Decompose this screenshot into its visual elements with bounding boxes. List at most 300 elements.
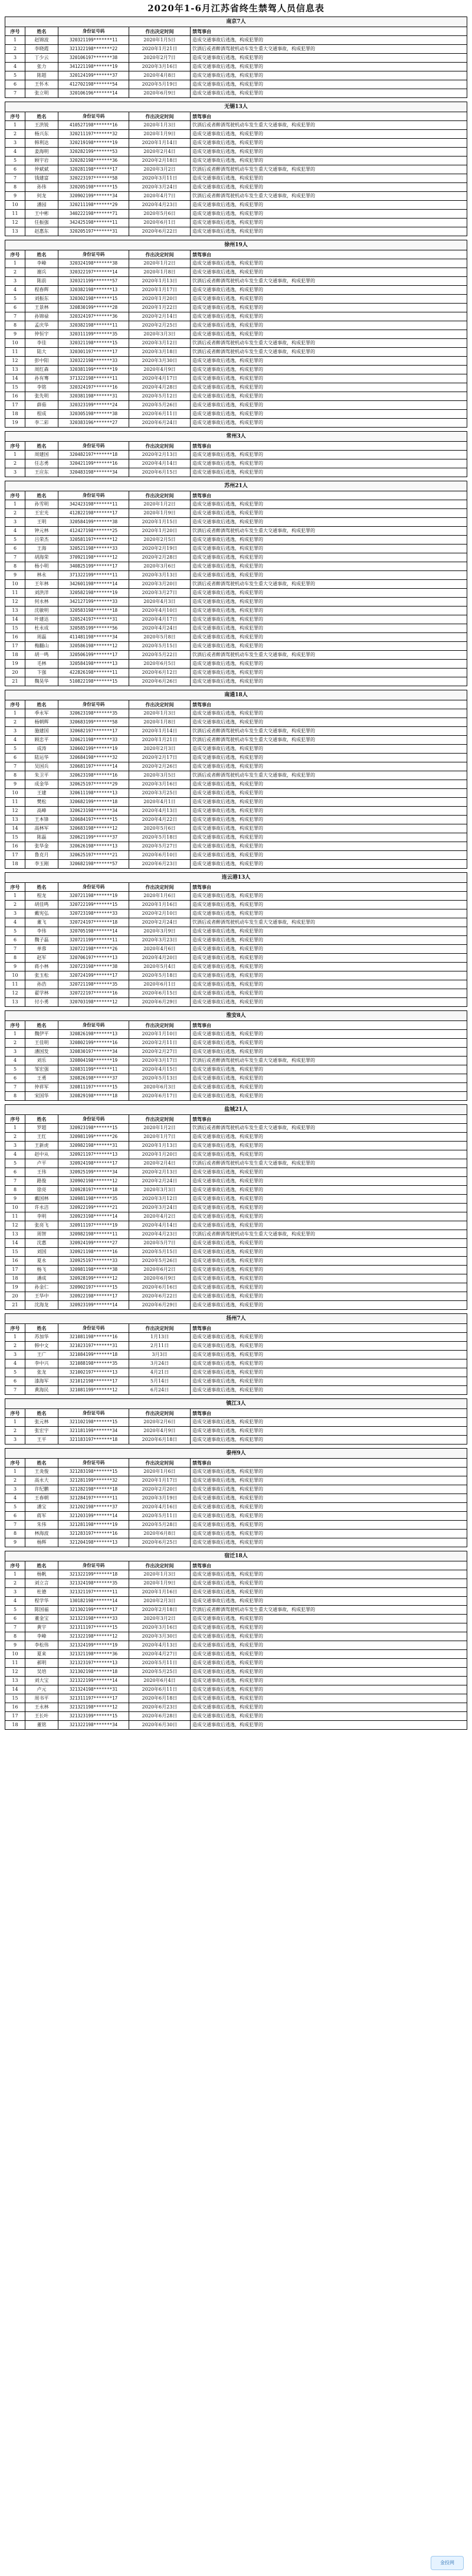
column-header: 姓名 — [25, 1324, 58, 1333]
col-reason: 造成交通事故后逃逸，构成犯罪的 — [191, 410, 467, 419]
column-header: 序号 — [5, 883, 25, 892]
col-index: 7 — [5, 553, 25, 562]
col-decision-date: 2020年2月3日 — [129, 1597, 191, 1606]
col-name: 陆运华 — [25, 754, 58, 762]
col-index: 3 — [5, 1588, 25, 1597]
table-row — [5, 1606, 467, 1615]
col-decision-date: 3月24日 — [129, 1359, 191, 1368]
col-reason: 造成交通事故后逃逸，构成犯罪的 — [191, 789, 467, 798]
table-row — [5, 1195, 467, 1204]
col-name: 董铭 — [25, 1721, 58, 1730]
col-index: 15 — [5, 624, 25, 633]
col-reason: 造成交通事故后逃逸，构成犯罪的 — [191, 227, 467, 236]
col-reason: 造成交通事故后逃逸，构成犯罪的 — [191, 1359, 467, 1368]
col-index: 10 — [5, 339, 25, 348]
col-id-number: 342425198*******11 — [58, 219, 129, 227]
col-reason: 造成交通事故后逃逸，构成犯罪的 — [191, 1168, 467, 1177]
col-id-number: 320584199*******38 — [58, 518, 129, 527]
col-reason: 饮酒后或者醉酒驾驶机动车发生重大交通事故，构成犯罪的 — [191, 1606, 467, 1615]
col-decision-date: 2020年2月13日 — [129, 451, 191, 459]
col-index: 9 — [5, 192, 25, 201]
col-index: 12 — [5, 598, 25, 606]
col-id-number: 320205197*******31 — [58, 227, 129, 236]
col-name: 赵军 — [25, 954, 58, 963]
col-index: 13 — [5, 606, 25, 615]
column-header: 姓名 — [25, 700, 58, 709]
col-reason: 造成交通事故后逃逸，构成犯罪的 — [191, 1368, 467, 1377]
col-name: 仲斌斌 — [25, 165, 58, 174]
table-row — [5, 1476, 467, 1485]
col-index: 4 — [5, 527, 25, 536]
city-heading-row — [5, 240, 467, 250]
col-decision-date: 2020年4月9日 — [129, 1427, 191, 1436]
column-header: 身份证号码 — [58, 250, 129, 259]
col-id-number: 320483198*******34 — [58, 468, 129, 477]
col-id-number: 321081199*******12 — [58, 1386, 129, 1395]
table-row — [5, 1248, 467, 1257]
table-row — [5, 771, 467, 780]
col-index: 2 — [5, 1579, 25, 1588]
table-row — [5, 219, 467, 227]
table-row — [5, 451, 467, 459]
col-decision-date: 2020年6月24日 — [129, 419, 191, 428]
col-id-number: 320911197*******19 — [58, 1221, 129, 1230]
col-reason: 造成交通事故后逃逸，构成犯罪的 — [191, 963, 467, 971]
col-index: 16 — [5, 842, 25, 851]
col-id-number: 412822198*******17 — [58, 509, 129, 518]
table-row — [5, 374, 467, 383]
col-decision-date: 2020年2月4日 — [129, 1159, 191, 1168]
city-heading: 镇江3人 — [5, 1399, 467, 1409]
col-reason: 饮酒后或者醉酒驾驶机动车发生重大交通事故，构成犯罪的 — [191, 580, 467, 589]
column-header: 禁驾事由 — [191, 1409, 467, 1418]
city-heading-row — [5, 481, 467, 491]
table-row — [5, 851, 467, 860]
col-decision-date: 2020年3月24日 — [129, 1204, 191, 1212]
col-reason: 造成交通事故后逃逸，构成犯罪的 — [191, 860, 467, 869]
col-name: 漆海军 — [25, 1377, 58, 1386]
col-reason: 造成交通事故后逃逸，构成犯罪的 — [191, 1204, 467, 1212]
table-row — [5, 606, 467, 615]
column-header-row — [5, 1115, 467, 1124]
col-name: 宋国华 — [25, 1092, 58, 1101]
col-id-number: 320382198*******13 — [58, 286, 129, 295]
col-reason: 造成交通事故后逃逸，构成犯罪的 — [191, 1418, 467, 1427]
col-reason: 造成交通事故后逃逸，构成犯罪的 — [191, 909, 467, 918]
col-id-number: 321323198*******33 — [58, 1615, 129, 1623]
col-id-number: 320324198*******38 — [58, 259, 129, 268]
col-id-number: 320223197*******58 — [58, 174, 129, 183]
col-id-number: 320681197*******14 — [58, 762, 129, 771]
col-reason: 造成交通事故后逃逸，构成犯罪的 — [191, 304, 467, 312]
col-name: 杜永成 — [25, 624, 58, 633]
col-decision-date: 2020年6月22日 — [129, 1292, 191, 1301]
col-id-number: 320922199*******21 — [58, 1204, 129, 1212]
col-decision-date: 2020年2月14日 — [129, 312, 191, 321]
page-title: 2020年1-6月江苏省终生禁驾人员信息表 — [148, 3, 324, 14]
column-header: 姓名 — [25, 1459, 58, 1468]
col-reason: 造成交通事故后逃逸，构成犯罪的 — [191, 660, 467, 669]
column-header: 身份证号码 — [58, 112, 129, 121]
col-name: 程成 — [25, 410, 58, 419]
col-index: 9 — [5, 330, 25, 339]
table-row — [5, 1230, 467, 1239]
col-decision-date: 2020年5月19日 — [129, 80, 191, 89]
col-decision-date: 2020年4月3日 — [129, 598, 191, 606]
column-header: 序号 — [5, 1459, 25, 1468]
col-name: 孙有骞 — [25, 374, 58, 383]
col-decision-date: 2020年6月3日 — [129, 1083, 191, 1092]
col-index: 12 — [5, 219, 25, 227]
col-reason: 造成交通事故后逃逸，构成犯罪的 — [191, 1503, 467, 1512]
col-id-number: 320705198*******14 — [58, 927, 129, 936]
col-reason: 造成交通事故后逃逸，构成犯罪的 — [191, 980, 467, 989]
col-index: 19 — [5, 1283, 25, 1292]
city-heading-row — [5, 1551, 467, 1561]
table-row — [5, 1150, 467, 1159]
col-reason: 造成交通事故后逃逸，构成犯罪的 — [191, 1512, 467, 1521]
column-header: 禁驾事由 — [191, 1021, 467, 1030]
col-decision-date: 2020年3月12日 — [129, 339, 191, 348]
col-id-number: 321311197*******15 — [58, 1623, 129, 1632]
col-id-number: 321324199*******19 — [58, 1641, 129, 1650]
col-reason: 饮酒后或者醉酒驾驶机动车发生重大交通事故，构成犯罪的 — [191, 165, 467, 174]
col-reason: 造成交通事故后逃逸，构成犯罪的 — [191, 562, 467, 571]
col-reason: 造成交通事故后逃逸，构成犯罪的 — [191, 148, 467, 156]
col-name: 董飞 — [25, 918, 58, 927]
col-reason: 造成交通事故后逃逸，构成犯罪的 — [191, 357, 467, 366]
col-name: 李二彩 — [25, 419, 58, 428]
column-header: 姓名 — [25, 27, 58, 36]
col-index: 18 — [5, 1274, 25, 1283]
col-decision-date: 2020年5月13日 — [129, 1074, 191, 1083]
col-index: 2 — [5, 509, 25, 518]
col-name: 李晓霞 — [25, 45, 58, 54]
column-header: 作出决定时间 — [129, 1459, 191, 1468]
col-decision-date: 2020年5月15日 — [129, 1248, 191, 1257]
table-row — [5, 954, 467, 963]
table-row — [5, 1177, 467, 1186]
column-header: 身份证号码 — [58, 1115, 129, 1124]
col-name: 张亮飞 — [25, 1221, 58, 1230]
col-name: 潘国发 — [25, 1048, 58, 1057]
table-row — [5, 571, 467, 580]
col-reason: 造成交通事故后逃逸，构成犯罪的 — [191, 1177, 467, 1186]
col-id-number: 320302198*******15 — [58, 295, 129, 304]
col-id-number: 320311199*******35 — [58, 330, 129, 339]
col-name: 王红 — [25, 1133, 58, 1142]
col-name: 孙锦禄 — [25, 312, 58, 321]
table-row — [5, 562, 467, 571]
col-index: 11 — [5, 348, 25, 357]
col-index: 6 — [5, 80, 25, 89]
col-decision-date: 2020年6月9日 — [129, 89, 191, 98]
col-name: 赵惠东 — [25, 227, 58, 236]
col-name: 胡海荣 — [25, 553, 58, 562]
column-header: 作出决定时间 — [129, 442, 191, 451]
col-decision-date: 2020年1月3日 — [129, 1570, 191, 1579]
table-row — [5, 1074, 467, 1083]
col-reason: 饮酒后或者醉酒驾驶机动车发生重大交通事故，构成犯罪的 — [191, 348, 467, 357]
col-reason: 造成交通事故后逃逸，构成犯罪的 — [191, 1039, 467, 1048]
col-index: 8 — [5, 1530, 25, 1538]
col-reason: 造成交通事故后逃逸，构成犯罪的 — [191, 1650, 467, 1659]
col-index: 6 — [5, 544, 25, 553]
col-name: 李明 — [25, 1212, 58, 1221]
col-reason: 造成交通事故后逃逸，构成犯罪的 — [191, 1292, 467, 1301]
col-name: 杨朝辉 — [25, 718, 58, 727]
col-id-number: 320826198*******37 — [58, 1074, 129, 1083]
col-id-number: 320106197*******38 — [58, 54, 129, 63]
table-row — [5, 71, 467, 80]
table-row — [5, 1292, 467, 1301]
column-header-row — [5, 112, 467, 121]
col-decision-date: 2020年1月20日 — [129, 1150, 191, 1159]
column-header-row — [5, 1459, 467, 1468]
col-reason: 造成交通事故后逃逸，构成犯罪的 — [191, 54, 467, 63]
col-decision-date: 2020年6月1日 — [129, 980, 191, 989]
col-id-number: 320421199*******16 — [58, 459, 129, 468]
col-reason: 造成交通事故后逃逸，构成犯罪的 — [191, 330, 467, 339]
col-reason: 造成交通事故后逃逸，构成犯罪的 — [191, 1427, 467, 1436]
col-reason: 造成交通事故后逃逸，构成犯罪的 — [191, 1266, 467, 1274]
col-id-number: 321324198*******31 — [58, 1685, 129, 1694]
col-index: 4 — [5, 1494, 25, 1503]
table-row — [5, 1615, 467, 1623]
column-header-row — [5, 1561, 467, 1570]
col-index: 3 — [5, 468, 25, 477]
col-index: 2 — [5, 1476, 25, 1485]
table-row — [5, 651, 467, 660]
col-id-number: 320321199*******11 — [58, 36, 129, 45]
col-name: 卢元 — [25, 1685, 58, 1694]
col-index: 1 — [5, 709, 25, 718]
col-name: 毛林 — [25, 660, 58, 669]
col-decision-date: 2020年1月2日 — [129, 259, 191, 268]
col-id-number: 320925197*******33 — [58, 1257, 129, 1266]
col-name: 王本锋 — [25, 816, 58, 824]
col-decision-date: 2020年3月25日 — [129, 789, 191, 798]
col-name: 周书平 — [25, 1694, 58, 1703]
col-name: 戴国林 — [25, 1195, 58, 1204]
col-reason: 饮酒后或者醉酒驾驶机动车发生重大交通事故，构成犯罪的 — [191, 1057, 467, 1065]
table-row — [5, 971, 467, 980]
column-header: 禁驾事由 — [191, 112, 467, 121]
table-row — [5, 1133, 467, 1142]
table-row — [5, 1368, 467, 1377]
col-reason: 造成交通事故后逃逸，构成犯罪的 — [191, 598, 467, 606]
table-row — [5, 1597, 467, 1606]
col-decision-date: 2020年3月16日 — [129, 1623, 191, 1632]
col-id-number: 321202198*******37 — [58, 1503, 129, 1512]
table-row — [5, 36, 467, 45]
col-id-number: 320706197*******13 — [58, 954, 129, 963]
column-header: 序号 — [5, 1021, 25, 1030]
col-reason: 造成交通事故后逃逸，构成犯罪的 — [191, 36, 467, 45]
city-heading-row — [5, 1449, 467, 1459]
table-row — [5, 527, 467, 536]
table-row — [5, 401, 467, 410]
col-index: 5 — [5, 536, 25, 544]
col-name: 卞强 — [25, 669, 58, 677]
col-name: 韩中文 — [25, 1342, 58, 1351]
col-name: 刘洪洋 — [25, 589, 58, 598]
col-name: 王永林 — [25, 1703, 58, 1712]
table-row — [5, 1427, 467, 1436]
column-header-row — [5, 250, 467, 259]
col-decision-date: 2020年4月24日 — [129, 624, 191, 633]
col-name: 王建 — [25, 789, 58, 798]
col-id-number: 320682198*******57 — [58, 860, 129, 869]
col-reason: 造成交通事故后逃逸，构成犯罪的 — [191, 642, 467, 651]
col-id-number: 510822198*******15 — [58, 677, 129, 686]
col-reason: 造成交通事故后逃逸，构成犯罪的 — [191, 286, 467, 295]
col-decision-date: 2020年3月12日 — [129, 1195, 191, 1204]
col-reason: 造成交通事故后逃逸，构成犯罪的 — [191, 553, 467, 562]
col-decision-date: 2020年4月7日 — [129, 192, 191, 201]
col-index: 9 — [5, 963, 25, 971]
col-id-number: 320585199*******56 — [58, 624, 129, 633]
col-decision-date: 2020年5月28日 — [129, 1521, 191, 1530]
city-heading: 扬州7人 — [5, 1314, 467, 1324]
col-id-number: 320721198*******19 — [58, 892, 129, 901]
table-row — [5, 580, 467, 589]
col-id-number: 321283197*******16 — [58, 1530, 129, 1538]
col-index: 8 — [5, 1632, 25, 1641]
table-row — [5, 1274, 467, 1283]
col-name: 杜德 — [25, 1588, 58, 1597]
col-decision-date: 2020年5月15日 — [129, 642, 191, 651]
document-page — [5, 0, 467, 1733]
table-row — [5, 1039, 467, 1048]
col-reason: 造成交通事故后逃逸，构成犯罪的 — [191, 1579, 467, 1588]
table-row — [5, 709, 467, 718]
col-decision-date: 2020年2月24日 — [129, 918, 191, 927]
col-name: 付小勇 — [25, 998, 58, 1007]
col-decision-date: 2020年3月17日 — [129, 1057, 191, 1065]
col-id-number: 321323197*******13 — [58, 1659, 129, 1668]
col-reason: 造成交通事故后逃逸，构成犯罪的 — [191, 842, 467, 851]
col-decision-date: 2020年1月9日 — [129, 130, 191, 139]
col-id-number: 321102198*******15 — [58, 1418, 129, 1427]
col-decision-date: 2020年1月13日 — [129, 277, 191, 286]
col-reason: 造成交通事故后逃逸，构成犯罪的 — [191, 745, 467, 754]
table-row — [5, 330, 467, 339]
col-decision-date: 2020年4月28日 — [129, 383, 191, 392]
column-header-row — [5, 1021, 467, 1030]
table-row — [5, 1159, 467, 1168]
table-row — [5, 1659, 467, 1668]
table-row — [5, 1283, 467, 1292]
col-id-number: 320282199*******53 — [58, 148, 129, 156]
col-reason: 造成交通事故后逃逸，构成犯罪的 — [191, 1239, 467, 1248]
table-row — [5, 174, 467, 183]
col-reason: 造成交通事故后逃逸，构成犯罪的 — [191, 71, 467, 80]
col-name: 王明 — [25, 518, 58, 527]
column-header: 禁驾事由 — [191, 491, 467, 500]
col-name: 邹宏强 — [25, 1065, 58, 1074]
col-name: 何永林 — [25, 598, 58, 606]
col-decision-date: 2020年2月13日 — [129, 1168, 191, 1177]
col-reason: 造成交通事故后逃逸，构成犯罪的 — [191, 718, 467, 727]
col-id-number: 341221198*******19 — [58, 63, 129, 71]
col-decision-date: 2020年1月7日 — [129, 1133, 191, 1142]
col-id-number: 320830199*******28 — [58, 304, 129, 312]
table-row — [5, 1333, 467, 1342]
col-reason: 造成交通事故后逃逸，构成犯罪的 — [191, 374, 467, 383]
col-name: 蒋小林 — [25, 963, 58, 971]
table-row — [5, 1418, 467, 1427]
col-index: 14 — [5, 374, 25, 383]
city-table — [5, 1398, 467, 1444]
col-index: 11 — [5, 589, 25, 598]
col-reason: 造成交通事故后逃逸，构成犯罪的 — [191, 210, 467, 219]
col-index: 6 — [5, 1377, 25, 1386]
col-id-number: 321012198*******17 — [58, 1377, 129, 1386]
col-id-number: 342423198*******11 — [58, 500, 129, 509]
col-decision-date: 2020年5月12日 — [129, 392, 191, 401]
table-row — [5, 833, 467, 842]
col-decision-date: 2020年3月20日 — [129, 580, 191, 589]
table-row — [5, 1468, 467, 1476]
col-index: 12 — [5, 1668, 25, 1677]
col-name: 沈惠 — [25, 1239, 58, 1248]
col-reason: 造成交通事故后逃逸，构成犯罪的 — [191, 1530, 467, 1538]
table-row — [5, 1685, 467, 1694]
col-index: 6 — [5, 1074, 25, 1083]
col-index: 8 — [5, 562, 25, 571]
table-row — [5, 227, 467, 236]
col-id-number: 321081198*******16 — [58, 1333, 129, 1342]
col-index: 7 — [5, 1177, 25, 1186]
col-id-number: 320831199*******11 — [58, 1065, 129, 1074]
col-reason: 造成交通事故后逃逸，构成犯罪的 — [191, 1333, 467, 1342]
col-index: 2 — [5, 45, 25, 54]
col-name: 陈国福 — [25, 1606, 58, 1615]
col-decision-date: 2020年3月3日 — [129, 1186, 191, 1195]
city-table — [5, 1313, 467, 1395]
table-row — [5, 1301, 467, 1310]
col-decision-date: 2020年2月25日 — [129, 321, 191, 330]
col-name: 张龙 — [25, 1368, 58, 1377]
table-row — [5, 321, 467, 330]
col-reason: 造成交通事故后逃逸，构成犯罪的 — [191, 1694, 467, 1703]
col-decision-date: 2020年2月3日 — [129, 745, 191, 754]
col-decision-date: 2020年1月8日 — [129, 268, 191, 277]
table-row — [5, 1359, 467, 1368]
col-name: 李峰 — [25, 1632, 58, 1641]
city-heading-row — [5, 17, 467, 27]
city-heading: 南京7人 — [5, 17, 467, 27]
col-index: 8 — [5, 954, 25, 963]
col-name: 朱卫平 — [25, 771, 58, 780]
col-id-number: 321282198*******18 — [58, 1485, 129, 1494]
column-header: 序号 — [5, 250, 25, 259]
table-row — [5, 80, 467, 89]
col-index: 2 — [5, 130, 25, 139]
col-name: 周建国 — [25, 451, 58, 459]
col-decision-date: 2020年6月5日 — [129, 660, 191, 669]
col-id-number: 321322199*******18 — [58, 1570, 129, 1579]
col-name: 朱伟 — [25, 1521, 58, 1530]
col-id-number: 411481198*******34 — [58, 633, 129, 642]
col-id-number: 321023197*******31 — [58, 1342, 129, 1351]
col-name: 张宏宇 — [25, 1427, 58, 1436]
col-decision-date: 2020年1月14日 — [129, 139, 191, 148]
city-heading: 淮安8人 — [5, 1011, 467, 1021]
col-index: 7 — [5, 312, 25, 321]
col-index: 4 — [5, 736, 25, 745]
